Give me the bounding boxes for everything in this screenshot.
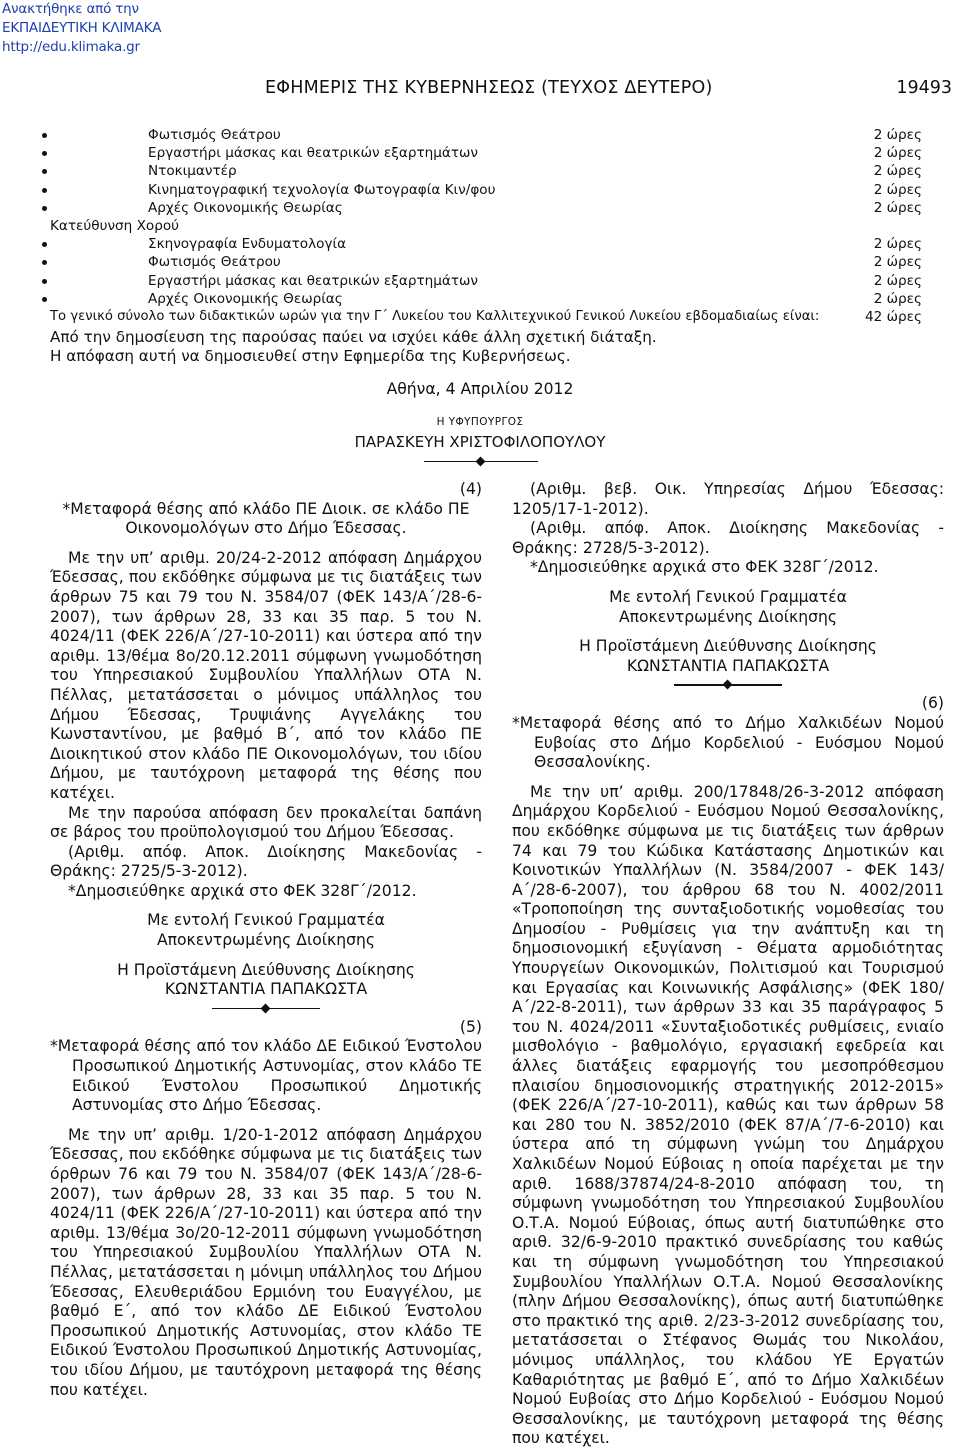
list-item-text: Φωτισμός Θεάτρου <box>148 127 281 143</box>
bullet-icon <box>42 242 47 247</box>
total-row <box>42 308 922 326</box>
list-item <box>42 199 922 217</box>
signature-role: Η ΥΦΥΠΟΥΡΓΟΣ <box>436 416 524 428</box>
list-item-text: Αρχές Οικονομικής Θεωρίας <box>148 199 343 216</box>
list-item-hours: 42 ώρες <box>865 308 922 325</box>
gazette-title: ΕΦΗΜΕΡΙΣ ΤΗΣ ΚΥΒΕΡΝΗΣΕΩΣ (ΤΕΥΧΟΣ ΔΕΥΤΕΡΟ) <box>265 78 713 98</box>
repeal-clause: Από την δημοσίευση της παρούσας παύει να ισχύει κάθε άλλη σχετική διάταξη. <box>50 328 657 346</box>
spacer <box>50 951 482 961</box>
watermark-line: ΕΚΠΑΙΔΕΥΤΙΚΗ ΚΛΙΜΑΚΑ <box>2 20 162 36</box>
list-item <box>42 290 922 308</box>
centered-line: Η Προϊστάμενη Διεύθυνσης Διοίκησης <box>117 960 415 979</box>
paragraph: *Μεταφορά θέσης από το Δήμο Χαλκιδέων Νομού Ευβοίας στο Δήμο Κορδελιού - Ευόσμου Νομού Θεσσαλονίκης. <box>512 713 944 772</box>
signature-name: ΠΑΡΑΣΚΕΥΗ ΧΡΙΣΤΟΦΙΛΟΠΟΥΛΟΥ <box>354 433 606 451</box>
signature-date: Αθήνα, 4 Απριλίου 2012 <box>386 380 574 398</box>
list-item-hours: 2 ώρες <box>873 163 922 180</box>
section-divider <box>50 1000 482 1018</box>
paragraph: Με την υπ’ αριθμ. 1/20-1-2012 απόφαση Δημάρχου Έδεσσας, που εκδόθηκε σύμφωνα με τις διατάξεις των όρθρων 76 και 79 του Ν. 3584/07 (ΦΕΚ 143/Α΄/28-6-2007), των άρθρων 28, 33 και 35 παρ. 5 του Ν. 4024/11 (ΦΕΚ 226/Α΄/27-10-2011) και ύστερα από την αριθμ. 13/θέμα 3ο/20-12-2011 σύμφωνη γνωμοδότηση του Υπηρεσιακού Συμβουλίου Υπαλλήλων ΟΤΑ Ν. Πέλλας, μετατάσσεται η μόνιμη υπάλληλος του Δήμου Έδεσσας, Ελευθεριάδου Ερμιόνη του Ευαγγέλου, με βαθμό Ε΄, από τον κλάδο ΔΕ Ειδικού Ένστολου Προσωπικού Δημοτικής Αστυνομίας, στον κλάδο ΤΕ Ειδικού Ένστολου Προσωπικού Δημοτικής Αστυνομίας, του ιδίου Δήμου, με ταυτόχρονη μεταφορά της θέσης που κατέχει. <box>50 1125 482 1399</box>
list-item <box>42 181 922 199</box>
paragraph: (Αριθμ. απόφ. Αποκ. Διοίκησης Μακεδονίας - Θράκης: 2728/5-3-2012). <box>512 519 944 557</box>
bullet-icon <box>42 188 47 193</box>
paragraph: *Δημοσιεύθηκε αρχικά στο ΦΕΚ 328Γ΄/2012. <box>68 881 417 900</box>
list-item-text: Κινηματογραφική τεχνολογία Φωτογραφία Κιν/φου <box>148 181 496 198</box>
closing-paragraphs <box>50 328 657 366</box>
paragraph: Με την υπ’ αριθμ. 200/17848/26-3-2012 απόφαση Δημάρχου Κορδελιού - Ευόσμου Νομού Θεσσαλονίκης, που εκδόθηκε σύμφωνα με τις διατάξεις των άρθρων 74 και 79 του Κώδικα Κατάστασης Δημοτικών και Κοινοτικών Υπαλλήλων (Ν. 3584/2007 - ΦΕΚ 143/Α΄/28-6-2007), του άρθρου 68 του Ν. 4002/2011 «Τροποποίηση της συνταξιοδοτικής νομοθεσίας του Δημοσίου - Ρυθμίσεις για την ανάπτυξη και τη δημοσιονομική εξυγίανση - Θέματα αρμοδιότητας Υπουργείων Οικονομικών, Πολιτισμού και Τουρισμού και Εργασίας και Κοινωνικής Ασφάλισης» (ΦΕΚ 180/Α΄/22-8-2011), των άρθρων 33 και 35 παράγραφος 5 του Ν. 4024/2011 «Συνταξιοδοτικές ρυθμίσεις, ενιαίο μισθολόγιο - βαθμολόγιο, εργασιακή εφεδρεία και άλλες διατάξεις εφαρμογής του μεσοπρόθεσμου πλαισίου δημοσιονομικής στρατηγικής 2012-2015» (ΦΕΚ 226/Α΄/27-10-2011), καθώς και των άρθρων 58 και 280 του Ν. 3852/2010 (ΦΕΚ 87/Α΄/7-6-2010) και ύστερα από τη σύμφωνη γνώμη του Δημάρχου Χαλκιδέων Νομού Εύβοιας η οποία παρέχεται με την αριθ. 1688/37874/24-8-2010 απόφαση του, τη σύμφωνη γνωμοδότηση του Υπηρεσιακού Συμβουλίου Ο.Τ.Α. Νομού Εύβοιας, όπως αυτή διατυπώθηκε στο αριθ. 32/6-9-2010 πρακτικό συνεδρίασης του καθώς και τη σύμφωνη γνωμοδότηση του Υπηρεσιακού Συμβουλίου Υπαλλήλων Ο.Τ.Α. Νομού Θεσσαλονίκης (πλην Δήμου Θεσσαλονίκης), όπως αυτή διατυπώθηκε στο πρακτικό της αριθ. 2/23-3-2012 συνεδρίασης του, μετατάσσεται ο Στέφανος Θωμάς του Νικολάου, μόνιμος υπάλληλος, του κλάδου ΥΕ Εργατών Καθαριότητας με βαθμό Ε΄, από το Δήμο Χαλκιδέων Νομού Ευβοίας στο Δήμο Κορδελιού - Ευόσμου Νομού Θεσσαλονίκης, με ταυτόχρονη μεταφορά της θέσης που κατέχει. <box>512 782 944 1448</box>
bullet-icon <box>42 169 47 174</box>
paragraph: (Αριθμ. βεβ. Οικ. Υπηρεσίας Δήμου Έδεσσας: 1205/17-1-2012). <box>512 480 944 518</box>
publication-clause: Η απόφαση αυτή να δημοσιευθεί στην Εφημερίδα της Κυβερνήσεως. <box>50 347 571 365</box>
spacer <box>50 901 482 911</box>
paragraph: *Δημοσιεύθηκε αρχικά στο ΦΕΚ 328Γ΄/2012. <box>530 558 879 577</box>
watermark <box>2 0 161 57</box>
watermark-line: Ανακτήθηκε από την <box>2 1 139 17</box>
list-item <box>42 253 922 271</box>
right-column <box>512 480 944 1449</box>
centered-line: Με εντολή Γενικού Γραμματέα <box>147 911 385 930</box>
list-item <box>42 272 922 290</box>
page-header <box>0 78 960 108</box>
centered-line: Η Προϊστάμενη Διεύθυνσης Διοίκησης <box>579 637 877 656</box>
watermark-url[interactable]: http://edu.klimaka.gr <box>2 39 140 55</box>
section-number: (5) <box>459 1017 482 1036</box>
centered-line: Αποκεντρωμένης Διοίκησης <box>156 931 376 950</box>
section-number: (4) <box>459 480 482 498</box>
paragraph: Με την παρούσα απόφαση δεν προκαλείται δαπάνη σε βάρος του προϋπολογισμού του Δήμου Έδεσσας. <box>50 803 482 842</box>
spacer <box>50 539 482 549</box>
list-item-text: Αρχές Οικονομικής Θεωρίας <box>148 290 343 307</box>
bullet-icon <box>42 151 47 156</box>
bullet-icon <box>42 297 47 302</box>
spacer <box>512 773 944 783</box>
list-item-text: Κατεύθυνση Χορού <box>50 217 180 234</box>
list-item-hours: 2 ώρες <box>873 254 922 271</box>
bullet-icon <box>42 206 47 211</box>
paragraph: (Αριθμ. απόφ. Αποκ. Διοίκησης Μακεδονίας - Θράκης: 2725/5-3-2012). <box>50 842 482 881</box>
paragraph: Με την υπ’ αριθμ. 20/24-2-2012 απόφαση Δημάρχου Έδεσσας, που εκδόθηκε σύμφωνα με τις διατάξεις των άρθρων 75 και 79 του Ν. 3584/07 (ΦΕΚ 143/Α΄/28-6-2007), των άρθρων 28, 33 και 35 παρ. 5 του Ν. 4024/11 (ΦΕΚ 226/Α΄/27-10-2011) και ύστερα από την αριθμ. 13/θέμα 8ο/20.12.2011 σύμφωνη γνωμοδότηση του Υπηρεσιακού Συμβουλίου Υπαλλήλων ΟΤΑ Ν. Πέλλας, μετατάσσεται ο μόνιμος υπάλληλος του Δήμου Έδεσσας, Τρυψιάνης Αγγελάκης του Κωνσταντίνου, με βαθμό Β΄, από τον κλάδο ΠΕ Διοικητικού στον κλάδο ΠΕ Οικονομολόγων, του ιδίου Δήμου, με ταυτόχρονη μεταφορά της θέσης που κατέχει. <box>50 548 482 802</box>
hours-list <box>42 126 922 326</box>
list-item-hours: 2 ώρες <box>873 145 922 162</box>
left-column <box>50 480 482 1400</box>
list-item-hours: 2 ώρες <box>873 199 922 216</box>
list-item <box>42 235 922 253</box>
paragraph: *Μεταφορά θέσης από τον κλάδο ΔΕ Ειδικού Ένστολου Προσωπικού Δημοτικής Αστυνομίας, στον κλάδο ΤΕ Ειδικού Ένστολου Προσωπικού Δημοτικής Αστυνομίας στο Δήμο Έδεσσας. <box>50 1037 482 1115</box>
spacer <box>512 627 944 637</box>
divider-diamond <box>723 680 733 690</box>
bullet-icon <box>42 260 47 265</box>
list-item-text: Εργαστήρι μάσκας και θεατρικών εξαρτημάτων <box>148 145 479 162</box>
centered-line: ΚΩΝΣΤΑΝΤΙΑ ΠΑΠΑΚΩΣΤΑ <box>626 656 830 675</box>
list-item-text: Φωτισμός Θεάτρου <box>148 254 281 271</box>
list-item <box>42 162 922 180</box>
centered-line: Αποκεντρωμένης Διοίκησης <box>618 607 838 626</box>
page-number: 19493 <box>896 78 952 98</box>
list-item-hours: 2 ώρες <box>873 181 922 198</box>
list-item-text: Ντοκιμαντέρ <box>148 163 237 180</box>
spacer <box>50 1116 482 1126</box>
list-item-text: Το γενικό σύνολο των διδακτικών ωρών για την Γ΄ Λυκείου του Καλλιτεχνικού Γενικού Λυκείου εβδομαδιαίως είναι: <box>50 308 820 324</box>
divider-diamond <box>476 457 486 467</box>
bullet-icon <box>42 279 47 284</box>
bullet-icon <box>42 133 47 138</box>
section-divider <box>512 676 944 694</box>
divider-diamond <box>261 1003 271 1013</box>
spacer <box>512 578 944 588</box>
section-number: (6) <box>921 694 944 713</box>
centered-line: ΚΩΝΣΤΑΝΤΙΑ ΠΑΠΑΚΩΣΤΑ <box>164 980 368 999</box>
list-item-text: Εργαστήρι μάσκας και θεατρικών εξαρτημάτων <box>148 272 479 289</box>
list-item-hours: 2 ώρες <box>873 127 922 143</box>
list-item <box>42 126 922 144</box>
list-item-hours: 2 ώρες <box>873 290 922 307</box>
list-item <box>42 217 922 235</box>
centered-line: *Μεταφορά θέσης από κλάδο ΠΕ Διοικ. σε κλάδο ΠΕ Οικονομολόγων στο Δήμο Έδεσσας. <box>62 499 470 538</box>
list-item <box>42 144 922 162</box>
list-item-hours: 2 ώρες <box>873 236 922 253</box>
list-item-text: Σκηνογραφία Ενδυματολογία <box>148 236 347 253</box>
centered-line: Με εντολή Γενικού Γραμματέα <box>609 587 847 606</box>
list-item-hours: 2 ώρες <box>873 272 922 289</box>
